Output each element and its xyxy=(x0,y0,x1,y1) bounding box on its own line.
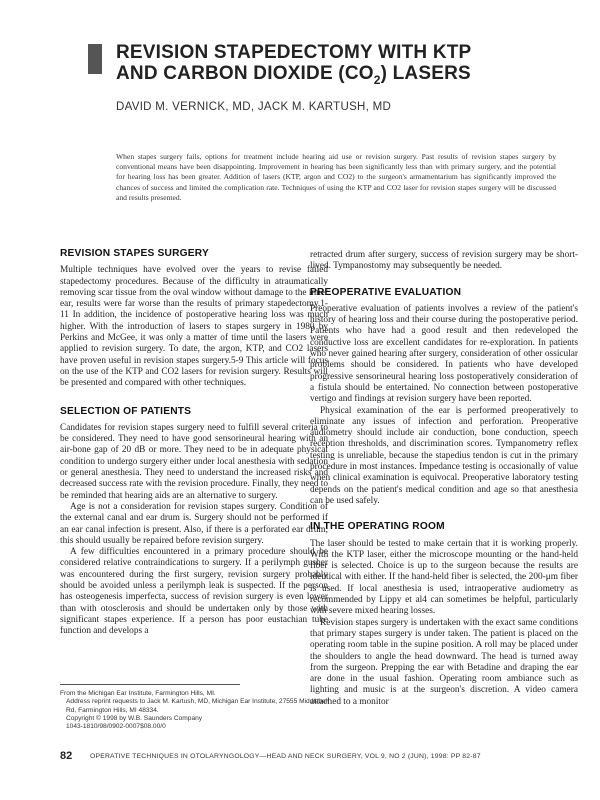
footnote-code: 1043-1810/98/0902-0007$08.00/0 xyxy=(66,723,166,731)
paragraph: The laser should be tested to make certain that it is working properly. With the KTP laser, either the microscope mounting or the hand-held fiber is selected. Choice is up to the surgeon because the results are identical with either. If the hand-held fiber is selected, the 200-μm fiber is used. If local anesthesia is used, intraoperative audiometry as recommended by Lippy et al4 can sometimes be helpful, particularly with severe mixed hearing losses. xyxy=(310,538,578,617)
paragraph: Revision stapes surgery is undertaken with the exact same conditions that primary stapes surgery is under taken. The patient is placed on the operating room table in the supine position. A roll may be placed under the shoulders to angle the head downward. The head is turned away from the surgeon. Prepping the ear with Betadine and draping the ear are done in the usual fashion. Operating room ambiance such as lighting and music is at the surgeon's discretion. A video camera attached to a monitor xyxy=(310,617,578,707)
footnote-rule xyxy=(60,684,240,685)
paragraph: A few difficulties encountered in a primary procedure should be considered relative contraindications to surgery. If a perilymph gusher was encountered during the first surgery, revision surgery probably should be avoided unless a perilymph leak is suspected. If the person has osteogenesis imperfecta, success of revision surgery is even lower than with otosclerosis and should be undertaken only by those with significant stapes experience. If a person has poor eustachian tube function and develops a xyxy=(60,547,328,637)
right-column xyxy=(310,250,578,708)
paragraph: Candidates for revision stapes surgery need to fulfill several criteria to be considered. They need to have good sensorineural hearing with an air-bone gap of 20 dB or more. They need to be in adequate physical condition to undergo surgery either under local anesthesia with sedation or general anesthesia. They need to understand the increased risks and decreased success rate with the revision procedure. Finally, they need to be reminded that hearing aids are an alternative to surgery. xyxy=(60,422,328,501)
abstract: When stapes surgery fails, options for treatment include hearing aid use or revision surgery. Past results of revision stapes surgery by conventional means have been disappointing. Improvement in hearing has been significantly less than with primary surgery, and the potential for hearing loss has been greater. Addition of lasers (KTP, argon and CO2) to the surgeon's armamentarium has significantly improved the chances of success and limited the complication rate. Techniques of using the KTP and CO2 laser for revision stapes surgery will be discussed and results presented. xyxy=(116,152,556,202)
paragraph: Physical examination of the ear is performed preoperatively to eliminate any issues of infection and perforation. Preoperative audiometry should include air conduction, bone conduction, speech reception thresholds, and discrimination scores. Tympanometry reflex testing is unreliable, because the stapedius tendon is cut in the primary procedure in most instances. Impedance testing is occasionally of value when clinical examination is equivocal. Preoperative laboratory testing depends on the patient's medical condition and age so that anesthesia can be used safely. xyxy=(310,405,578,506)
left-column xyxy=(60,248,328,638)
heading-in-the-operating-room: IN THE OPERATING ROOM xyxy=(310,521,445,533)
footnote-affiliation: From the Michigan Ear Institute, Farmington Hills, MI. xyxy=(60,690,216,697)
page-number: 82 xyxy=(60,750,73,762)
title-line-2 xyxy=(116,63,576,91)
paragraph: Preoperative evaluation of patients involves a review of the patient's history of hearing loss and their course during the postoperative period. Patients who have had a good result and then redeveloped the conductive loss are excellent candidates for re-exploration. In patients who never gained hearing after surgery, consideration of other ossicular problems should be considered. In patients who have developed progressive sensorineural hearing loss postoperatively consideration of a fistula should be entertained. No connection between postoperative vertigo and findings at revision surgery have been reported. xyxy=(310,303,578,405)
title-line-2-pre: AND CARBON DIOXIDE (CO xyxy=(116,63,374,84)
title-line-2-post: ) LASERS xyxy=(380,63,471,84)
paragraph: Age is not a consideration for revision stapes surgery. Condition of the external canal and ear drum is. Surgery should not be performed if an ear canal infection is present. Also, if there is a perforated ear drum, this should usually be repaired before revision surgery. xyxy=(60,501,328,546)
journal-citation: OPERATIVE TECHNIQUES IN OTOLARYNGOLOGY—HEAD AND NECK SURGERY, VOL 9, NO 2 (JUN), 1998: PP 82-87 xyxy=(90,753,481,760)
authors: DAVID M. VERNICK, MD, JACK M. KARTUSH, MD xyxy=(116,101,392,113)
title-marker xyxy=(88,44,102,74)
article-title xyxy=(116,42,576,91)
heading-preoperative-evaluation: PREOPERATIVE EVALUATION xyxy=(310,286,462,298)
footnote-copyright: Copyright © 1998 by W.B. Saunders Company xyxy=(66,714,203,722)
paragraph: retracted drum after surgery, success of revision surgery may be short-lived. Tympanostomy may subsequently be needed. xyxy=(310,250,578,272)
heading-selection-of-patients: SELECTION OF PATIENTS xyxy=(60,405,192,417)
title-line-1: REVISION STAPEDECTOMY WITH KTP xyxy=(116,42,472,63)
title-subscript: 2 xyxy=(373,72,381,87)
footnote-address: Address reprint requests to Jack M. Kartush, MD, Michigan Ear Institute, 27555 Middlebelt Rd, Farmington Hills, MI 48334. xyxy=(66,698,330,714)
footnote xyxy=(60,690,330,731)
paragraph: Multiple techniques have evolved over the years to revise failed stapedectomy procedures. Because of the difficulty in atraumatically removing scar tissue from the oval window without damage to the inner ear, results were far worse than the results of primary stapedectomy.1-11 In addition, the incidence of postoperative hearing loss was much higher. With the introduction of lasers to stapes surgery in 1980 by Perkins and McGee, it was only a matter of time until the lasers were applied to revision surgery. To date, the argon, KTP, and CO2 lasers have proven useful in revision stapes surgery.5-9 This article will focus on the use of the KTP and CO2 lasers for revision surgery. Results will be presented and compared with other techniques. xyxy=(60,265,328,389)
heading-revision-stapes-surgery: REVISION STAPES SURGERY xyxy=(60,248,209,259)
